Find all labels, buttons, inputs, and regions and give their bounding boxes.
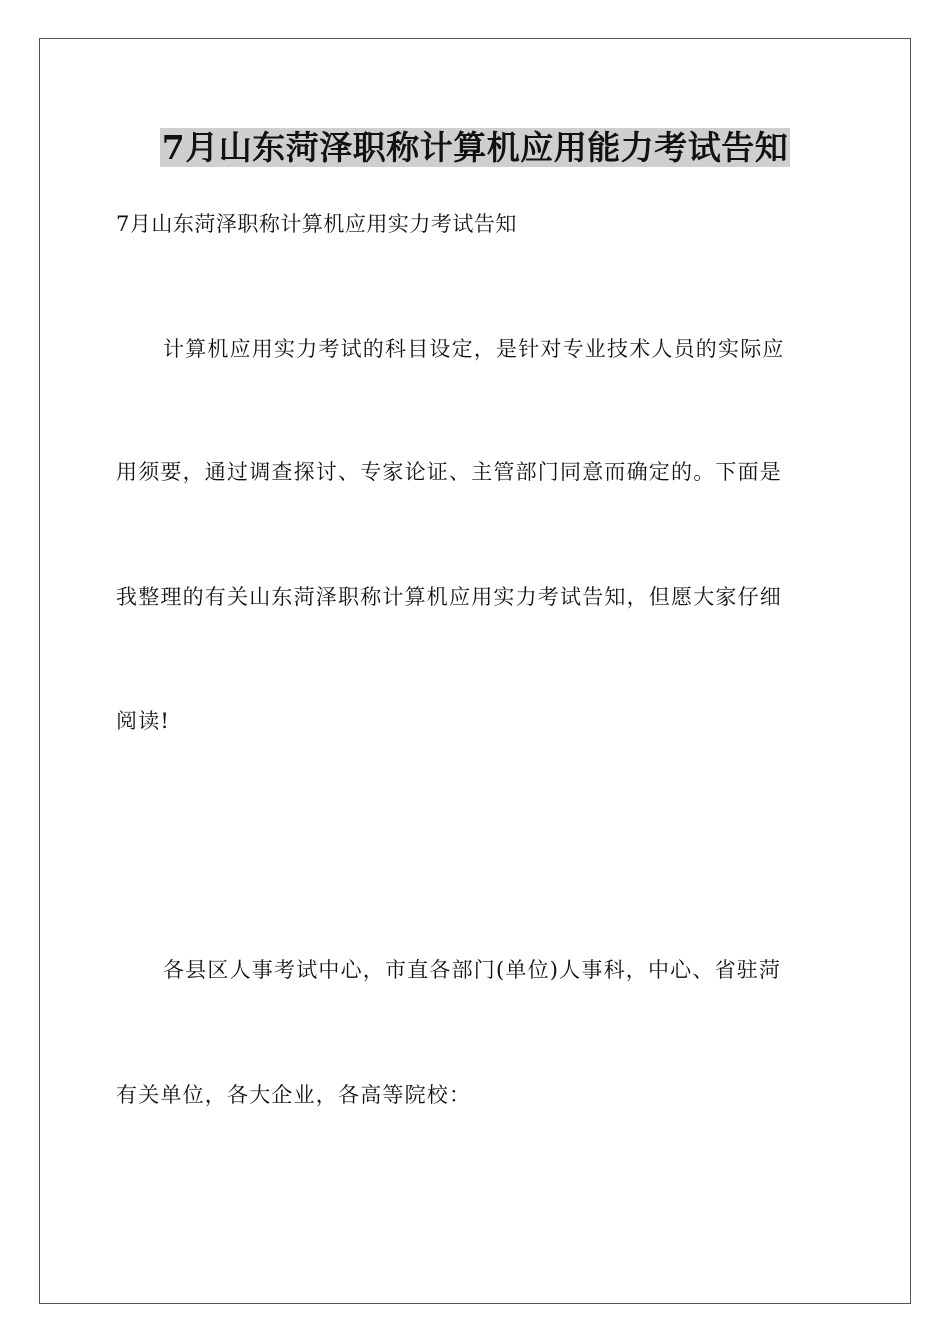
paragraph-line: 有关单位，各大企业，各高等院校： [116,1083,472,1107]
paragraph-line: 阅读! [116,709,171,733]
document-subtitle: 7月山东菏泽职称计算机应用实力考试告知 [116,212,517,236]
paragraph-line: 计算机应用实力考试的科目设定，是针对专业技术人员的实际应 [163,337,785,361]
paragraph-line: 用须要，通过调查探讨、专家论证、主管部门同意而确定的。下面是 [116,460,782,484]
paragraph-line: 各县区人事考试中心，市直各部门(单位)人事科，中心、省驻菏 [163,958,782,982]
paragraph-line: 我整理的有关山东菏泽职称计算机应用实力考试告知，但愿大家仔细 [116,585,782,609]
document-title [0,125,950,171]
document-title-text: 7月山东菏泽职称计算机应用能力考试告知 [161,128,789,167]
